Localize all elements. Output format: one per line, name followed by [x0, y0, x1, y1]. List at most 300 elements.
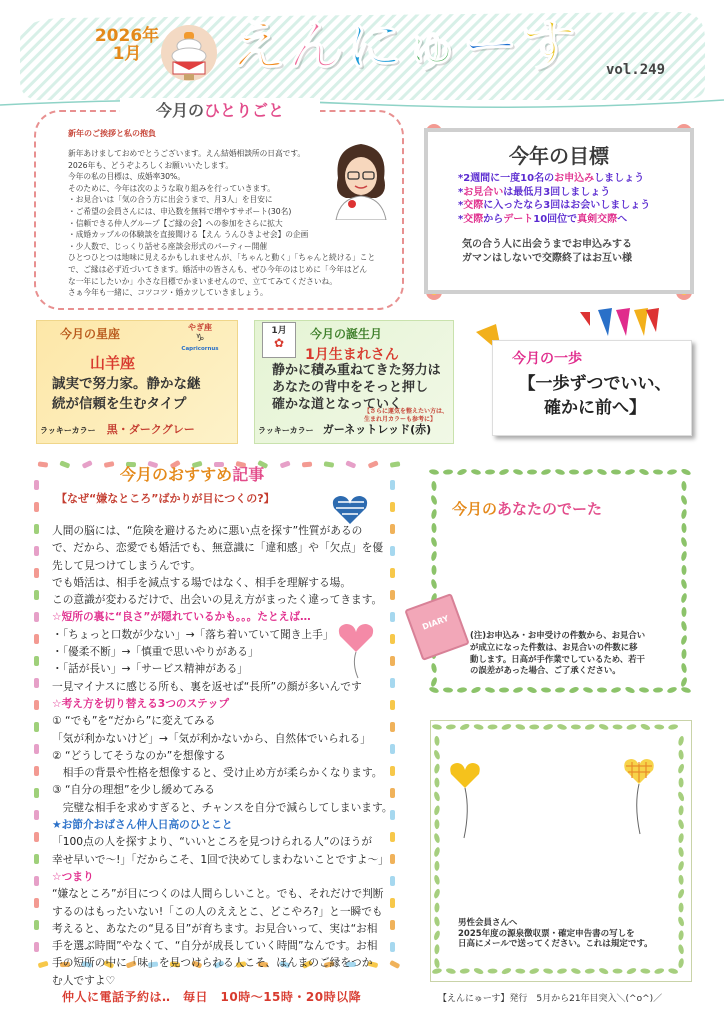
- birth-note-line: 生まれ月カラーも参考に】: [364, 416, 437, 423]
- article-line: 考えると、あなたの“見る目”が育ちます。お見合いって、実は“お相: [52, 921, 378, 935]
- goal-text: *: [458, 213, 464, 225]
- leaf-ornament: [433, 916, 440, 927]
- leaf-ornament: [445, 967, 456, 974]
- article-line: ・「優柔不断」→「慎重で思いやりがある」: [52, 645, 259, 659]
- article-line: 「100点の人を探すより、“いいところを見つけられる人”のほうが: [52, 835, 373, 849]
- article-line: ・「話が長い」→「サービス精神がある」: [52, 662, 248, 676]
- leaf-ornament: [678, 958, 685, 969]
- title-char: ー: [462, 14, 520, 79]
- leaf-ornament: [433, 847, 441, 858]
- plum-blossom-icon: ✿: [273, 336, 285, 350]
- leaf-ornament: [555, 687, 566, 693]
- leaf-ornament: [678, 805, 684, 815]
- leaf-ornament: [431, 565, 436, 575]
- leaf-ornament: [434, 777, 439, 787]
- goal-highlight: デート: [503, 213, 534, 225]
- leaf-ornament: [473, 723, 484, 730]
- issue-date: [82, 28, 172, 64]
- goal-list: [458, 172, 650, 226]
- goal-text: は最低月3回しましょう: [503, 186, 611, 198]
- leaf-ornament: [677, 735, 684, 746]
- leaf-ornament: [678, 847, 685, 858]
- one-step-message: [500, 372, 690, 420]
- hitorigoto-line: ひとつひとつは地味に見えるかもしれませんが、「ちゃんと動く」「ちゃんと続ける」こと: [68, 253, 376, 263]
- leaf-ornament: [680, 578, 688, 589]
- leaf-ornament: [432, 968, 443, 975]
- leaf-ornament: [679, 778, 684, 788]
- leaf-ornament: [612, 724, 622, 729]
- one-step-line: 【一歩ずつでいい、: [518, 374, 672, 394]
- leaf-ornament: [598, 723, 609, 731]
- leaf-ornament: [625, 468, 636, 475]
- birth-lucky-label: ラッキーカラー: [258, 426, 314, 435]
- leaf-ornament: [433, 888, 441, 899]
- confetti-dot: [302, 462, 312, 468]
- heart-balloon-icon-yellow: [448, 760, 482, 840]
- leaf-ornament: [433, 805, 440, 816]
- leaf-ornament: [677, 888, 685, 899]
- leaf-ornament: [654, 724, 664, 730]
- article-body: [52, 522, 392, 989]
- hitorigoto-line: 今年の私の目標は、成婚率30%。: [68, 172, 186, 182]
- author-portrait: [326, 138, 396, 220]
- article-line: ① “でも”を“だから”に変えてみる: [52, 714, 216, 728]
- one-step-line: 確かに前へ】: [544, 398, 646, 418]
- leaf-ornament: [485, 686, 496, 693]
- goal-text: *: [458, 200, 464, 211]
- male-note-line: 日高にメールで送ってください。これは規定です。: [458, 939, 653, 950]
- leaf-ornament: [681, 565, 686, 575]
- goal-highlight: 交際: [463, 200, 484, 211]
- goal-text: *2週間に一度10名の: [458, 173, 555, 184]
- leaf-ornament: [557, 968, 568, 975]
- leaf-ornament: [680, 592, 688, 603]
- hitorigoto-line: な一年にしたいか」小さな目標でかまいませんので、立ててみてくださいね。: [68, 276, 337, 286]
- article-line: ★お節介おばさん仲人日高のひとこと: [52, 818, 233, 832]
- hitorigoto-subtitle: 新年のご挨拶と私の抱負: [68, 129, 156, 138]
- leaf-ornament: [443, 687, 453, 693]
- article-line: 一見マイナスに感じる所も、裏を返せば“長所”の顔が多いんです: [52, 679, 362, 693]
- capricorn-icon: ♑: [195, 333, 205, 344]
- leaf-ornament: [498, 468, 509, 476]
- leaf-ornament: [678, 930, 684, 940]
- hitorigoto-body: [68, 148, 376, 299]
- hitorigoto-line: ・信頼できる仲人グループ【ご縁の会】への参加をさらに拡大: [68, 218, 283, 228]
- article-line: 「気が利かないけど」→「気が利かないから、自然体でいられる」: [52, 731, 371, 745]
- phone-reservation-info: 仲人に電話予約は‥ 毎日 10時～15時・20時以降: [62, 990, 362, 1004]
- confetti-dot: [34, 876, 39, 886]
- confetti-dot: [390, 480, 395, 490]
- your-data-note-line: の誤差があった場合、ご了承ください。: [470, 665, 621, 676]
- article-line: ☆考え方を切り替える3つのステップ: [52, 696, 230, 710]
- your-data-heading: [452, 498, 602, 519]
- hitorigoto-heading-hl: ひとりごと: [204, 101, 285, 120]
- confetti-dot: [59, 460, 70, 468]
- confetti-dot: [34, 502, 39, 512]
- leaf-ornament: [487, 724, 497, 729]
- leaf-ornament: [515, 968, 525, 974]
- confetti-dot: [34, 480, 39, 490]
- goal-note: [462, 238, 632, 265]
- leaf-ornament: [653, 469, 663, 475]
- leaf-ornament: [611, 686, 622, 693]
- leaf-ornament: [470, 686, 481, 695]
- birth-note-line: 【さらに運気を整えたい方は、: [364, 408, 449, 415]
- leaf-ornament: [680, 676, 688, 687]
- article-line: この意識が変わるだけで、出会いの見え方がまったく違ってきます。: [52, 593, 383, 607]
- issue-month: 1月: [112, 43, 142, 64]
- leaf-ornament: [640, 968, 650, 974]
- article-line: ☆短所の裏に“良さ”が隠れているかも。。。たとえば…: [52, 610, 311, 624]
- hitorigoto-line: ・少人数で、じっくり話せる座談会形式のパーティー開催: [68, 241, 268, 251]
- confetti-dot: [34, 612, 39, 622]
- leaf-ornament: [488, 969, 498, 974]
- leaf-ornament: [680, 551, 687, 562]
- confetti-dot: [34, 568, 39, 578]
- article-heading-b: おすすめ: [168, 465, 233, 484]
- leaf-ornament: [677, 791, 685, 802]
- confetti-dot: [34, 766, 39, 776]
- leaf-ornament: [654, 967, 665, 974]
- your-data-heading-a: 今月の: [452, 500, 498, 518]
- your-data-note: [470, 630, 686, 677]
- leaf-ornament: [681, 523, 687, 533]
- goal-item: [458, 186, 650, 200]
- leaf-ornament: [434, 902, 439, 912]
- leaf-ornament: [626, 967, 637, 975]
- birth-month-heading: 今月の誕生月: [310, 327, 383, 341]
- leaf-ornament: [433, 763, 440, 774]
- leaf-ornament: [568, 686, 579, 694]
- leaf-ornament: [554, 468, 565, 476]
- goal-text: しましょう: [594, 173, 645, 184]
- leaf-ornament: [585, 968, 595, 974]
- goal-highlight: お見合い: [463, 186, 504, 198]
- leaf-ornament: [456, 468, 467, 476]
- leaf-ornament: [433, 874, 440, 885]
- leaf-ornament: [430, 676, 438, 687]
- goal-highlight: お申込み: [554, 173, 595, 184]
- male-note-line: 2025年度の源泉徴収票・確定申告書の写しを: [458, 928, 635, 939]
- leaf-ornament: [680, 536, 688, 547]
- male-note-line: 男性会員さんへ: [458, 918, 518, 928]
- calendar-icon: [262, 322, 296, 358]
- confetti-dot: [34, 678, 39, 688]
- article-line: で、だから、恋愛でも婚活でも、無意識に「違和感」や「欠点」を優: [52, 541, 384, 555]
- article-subtitle: 【なぜ“嫌なところ”ばかりが目につくの?】: [56, 492, 275, 505]
- leaf-ornament: [431, 481, 437, 491]
- confetti-dot: [104, 461, 115, 468]
- leaf-ornament: [433, 930, 441, 941]
- confetti-dot: [38, 461, 49, 467]
- leaf-ornament: [434, 819, 439, 829]
- title-char: ん: [288, 14, 346, 79]
- confetti-dot: [34, 920, 39, 930]
- hitorigoto-line: 2026年も、どうぞよろしくお願いいたします。: [68, 160, 234, 170]
- article-line: ☆つまり: [52, 869, 94, 883]
- zodiac-lucky-color: 黒・ダークグレー: [106, 423, 195, 436]
- goal-text: から: [483, 213, 504, 225]
- heart-balloon-icon-gingham: [622, 756, 656, 836]
- leaf-ornament: [513, 686, 524, 693]
- confetti-dot: [82, 460, 93, 469]
- leaf-ornament: [613, 969, 623, 974]
- leaf-ornament: [667, 469, 678, 476]
- leaf-ornament: [679, 903, 684, 913]
- leaf-ornament: [597, 687, 607, 692]
- hitorigoto-line: ・ご希望の会員さんには、申込数を無料で増やすサポート(30名): [68, 206, 292, 216]
- leaf-ornament: [677, 860, 685, 871]
- leaf-ornament: [433, 791, 441, 802]
- leaf-ornament: [434, 944, 440, 954]
- confetti-dot: [390, 502, 395, 512]
- article-line: ② “どうしてそうなのか”を想像する: [52, 748, 226, 762]
- leaf-ornament: [473, 967, 484, 975]
- article-line: 人間の脳には、“危険を避けるために悪い点を探す”性質があるの: [52, 524, 363, 537]
- your-data-note-line: 動します。日高が手作業でしているため、若干: [470, 653, 645, 664]
- goal-item: [458, 213, 650, 227]
- leaf-ornament: [543, 723, 554, 731]
- leaf-ornament: [431, 523, 437, 533]
- leaf-ornament: [433, 749, 441, 760]
- goal-text: *: [458, 186, 464, 198]
- hitorigoto-line: ・成婚カップルの体験談を直接聞ける【えん うんひきよせ会】の企画: [68, 230, 309, 240]
- zodiac-lucky-label: ラッキーカラー: [40, 426, 96, 435]
- hitorigoto-line: 新年あけましておめでとうございます。えん結婚相談所の日高です。: [68, 149, 306, 158]
- zodiac-badge-en: Capricornus: [181, 346, 219, 352]
- leaf-ornament: [570, 967, 581, 975]
- article-heading: [120, 462, 264, 485]
- birth-lucky-color: ガーネットレッド(赤): [322, 423, 432, 436]
- leaf-ornament: [557, 723, 568, 731]
- goal-text: に入ったなら3回はお会いしましょう: [483, 200, 651, 211]
- leaf-ornament: [443, 469, 453, 475]
- leaf-ornament: [430, 509, 437, 520]
- confetti-dot: [34, 722, 39, 732]
- hitorigoto-heading: [120, 98, 320, 121]
- leaf-ornament: [446, 724, 456, 730]
- birth-month-name: 1月生まれさん: [305, 347, 399, 363]
- article-line: 先して見つけてしまうんです。: [52, 558, 201, 572]
- birth-line: 静かに積み重ねてきた努力は: [272, 363, 441, 378]
- leaf-ornament: [430, 551, 437, 562]
- title-char: す: [520, 14, 578, 79]
- leaf-ornament: [434, 736, 440, 746]
- leaf-ornament: [471, 468, 482, 475]
- leaf-ornament: [529, 724, 539, 729]
- leaf-ornament: [677, 819, 685, 830]
- leaf-ornament: [526, 686, 537, 694]
- zodiac-description: [52, 374, 232, 414]
- zodiac-line: 誠実で努力家。静かな継: [52, 376, 201, 392]
- leaf-ornament: [583, 686, 594, 693]
- leaf-ornament: [680, 509, 687, 520]
- leaf-ornament: [638, 468, 649, 476]
- leaf-ornament: [624, 686, 635, 695]
- goal-item: [458, 199, 650, 213]
- leaf-ornament: [515, 723, 526, 730]
- male-members-note: [458, 918, 678, 950]
- confetti-dot: [34, 744, 39, 754]
- confetti-dot: [34, 590, 39, 600]
- your-data-note-line: (注)お申込み・お申受けの件数から、お見合い: [470, 630, 646, 640]
- confetti-dot: [34, 854, 39, 864]
- leaf-ornament: [640, 723, 651, 731]
- leaf-ornament: [457, 687, 468, 694]
- goal-item: [458, 172, 650, 186]
- confetti-dot: [390, 461, 401, 468]
- leaf-ornament: [459, 723, 470, 731]
- confetti-dot: [345, 460, 356, 469]
- leaf-ornament: [540, 468, 551, 476]
- birth-badge: 1月: [271, 326, 287, 336]
- confetti-dot: [34, 810, 39, 820]
- leaf-ornament: [460, 968, 470, 974]
- leaf-ornament: [677, 944, 684, 955]
- leaf-ornament: [571, 724, 581, 729]
- zodiac-name: 山羊座: [90, 354, 136, 372]
- article-heading-a: 今月の: [120, 465, 169, 484]
- confetti-dot: [34, 788, 39, 798]
- goal-text: へ: [617, 213, 628, 225]
- leaf-ornament: [501, 723, 512, 731]
- goal-highlight: 交際: [463, 213, 484, 225]
- leaf-ornament: [501, 967, 512, 975]
- confetti-dot: [34, 898, 39, 908]
- confetti-dot: [368, 460, 379, 469]
- leaf-ornament: [680, 468, 691, 477]
- leaf-ornament: [434, 861, 439, 871]
- birth-line: 確かな道となっていく: [272, 397, 403, 412]
- leaf-ornament: [666, 686, 677, 694]
- zodiac-lucky: [40, 418, 195, 437]
- leaf-ornament: [596, 468, 607, 476]
- confetti-dot: [34, 524, 39, 534]
- zodiac-line: 続が信頼を生むタイプ: [52, 396, 187, 412]
- leaf-ornament: [430, 663, 437, 674]
- kagami-mochi-icon: [160, 22, 218, 84]
- article-line: ・「ちょっと口数が少ない」→「落ち着いていて聞き上手」: [52, 627, 334, 641]
- goal-note-line: ガマンはしないで交際終了はお互い様: [462, 252, 632, 264]
- goal-title: 今年の目標: [509, 144, 609, 168]
- leaf-ornament: [639, 687, 650, 694]
- leaf-ornament: [429, 469, 440, 476]
- leaf-ornament: [543, 968, 554, 975]
- leaf-ornament: [653, 687, 663, 693]
- leaf-ornament: [485, 469, 495, 475]
- zodiac-badge-jp: やぎ座: [188, 323, 212, 332]
- leaf-ornament: [678, 833, 685, 844]
- hitorigoto-line: ・お見合いは「気の合う方に出会うまで、月3人」を目安に: [68, 195, 273, 205]
- confetti-dot: [34, 942, 39, 952]
- your-data-heading-b: あなたのでーた: [497, 500, 603, 518]
- leaf-ornament: [513, 468, 524, 475]
- diary-label: DIARY: [421, 613, 450, 632]
- confetti-dot: [324, 461, 335, 468]
- confetti-dot: [34, 546, 39, 556]
- leaf-ornament: [430, 494, 438, 505]
- leaf-ornament: [677, 916, 685, 927]
- leaf-ornament: [680, 686, 691, 694]
- goal-note-line: 気の合う人に出会うまでお申込みする: [462, 239, 632, 250]
- volume-number: vol.249: [606, 62, 666, 78]
- your-data-note-line: が成立になった件数は、お見合いの件数に移: [470, 641, 638, 652]
- article-line: するのはもったいない!「この人のええとこ、どこやろ?」と一瞬でも: [52, 904, 383, 918]
- leaf-ornament: [434, 958, 441, 969]
- leaf-ornament: [529, 967, 540, 975]
- leaf-ornament: [680, 494, 688, 505]
- confetti-dot: [34, 656, 39, 666]
- birth-month-description: [272, 362, 452, 413]
- hitorigoto-line: さぁ今年も一緒に、コツコツ・婚カツしていきましょう。: [68, 288, 268, 298]
- article-line: む人ですよ♡: [52, 973, 116, 987]
- confetti-dot: [280, 460, 291, 468]
- leaf-ornament: [668, 724, 679, 731]
- confetti-dot: [34, 634, 39, 644]
- article-line: 手の短所の中に「味」を見つけられる人こそ、ほんまのご縁をつか: [52, 956, 373, 970]
- goal-highlight: 真剣交際: [577, 213, 618, 225]
- publisher-info: 【えんにゅーす】発行 5月から21年目突入＼(^o^)／: [438, 994, 663, 1004]
- issue-year: 2026年: [94, 26, 160, 46]
- confetti-dot: [34, 832, 39, 842]
- leaf-ornament: [678, 875, 684, 885]
- article-line: 完璧な相手を求めすぎると、チャンスを自分で減らしてしまいます。: [52, 800, 393, 814]
- article-heading-c: 記事: [232, 465, 265, 484]
- leaf-ornament: [681, 607, 686, 617]
- hitorigoto-line: で、ご縁は必ず近づいてきます。婚活中の皆さんも、ぜひ今年のはじめに「今年はどん: [68, 264, 368, 274]
- confetti-dot: [38, 961, 49, 969]
- leaf-ornament: [428, 686, 439, 694]
- leaf-ornament: [569, 469, 579, 474]
- leaf-ornament: [584, 723, 595, 730]
- zodiac-heading: 今月の星座: [60, 327, 121, 341]
- zodiac-badge: [180, 322, 220, 358]
- newsletter-title: [230, 12, 578, 82]
- leaf-ornament: [527, 469, 537, 474]
- leaf-ornament: [541, 687, 552, 693]
- leaf-ornament: [677, 763, 685, 774]
- goal-text: 10回位で: [533, 213, 578, 225]
- hitorigoto-heading-pre: 今月の: [155, 101, 204, 120]
- leaf-ornament: [626, 723, 637, 730]
- birth-lucky: [258, 418, 431, 437]
- leaf-ornament: [430, 536, 438, 547]
- title-char: に: [346, 14, 404, 79]
- title-char: え: [230, 14, 288, 79]
- confetti-dot: [34, 700, 39, 710]
- leaf-ornament: [611, 469, 621, 475]
- leaf-ornament: [583, 468, 594, 475]
- article-line: “嫌なところ”が目につくのは人間らしいこと。でも、それだけで判断: [52, 887, 384, 901]
- article-line: ③ “自分の理想”を少し緩めてみる: [52, 783, 215, 797]
- title-char: ゅ: [404, 14, 462, 79]
- leaf-ornament: [681, 481, 687, 491]
- article-line: 幸せ早いで〜!」「だからこそ、1回で決めてしまわないことですよ〜」: [52, 852, 389, 866]
- leaf-ornament: [678, 750, 684, 760]
- leaf-ornament: [499, 687, 509, 692]
- leaf-ornament: [432, 724, 443, 731]
- bunting-icon: [596, 306, 660, 342]
- article-line: でも婚活は、相手を減点する場ではなく、相手を理解する場。: [52, 575, 352, 589]
- leaf-ornament: [433, 833, 441, 844]
- article-line: 相手の背景や性格を想像すると、受け止め方が柔らかくなります。: [52, 766, 383, 780]
- birth-line: あなたの背中をそっと押し: [272, 380, 429, 395]
- leaf-ornament: [668, 968, 679, 975]
- hitorigoto-line: そのために、今年は次のような取り組みを行っていきます。: [68, 183, 275, 193]
- one-step-heading: 今月の一歩: [512, 351, 582, 367]
- leaf-ornament: [598, 967, 609, 975]
- article-line: 手を選ぶ時間”やなくて、“自分が成長していく時間”なんです。お相: [52, 939, 378, 953]
